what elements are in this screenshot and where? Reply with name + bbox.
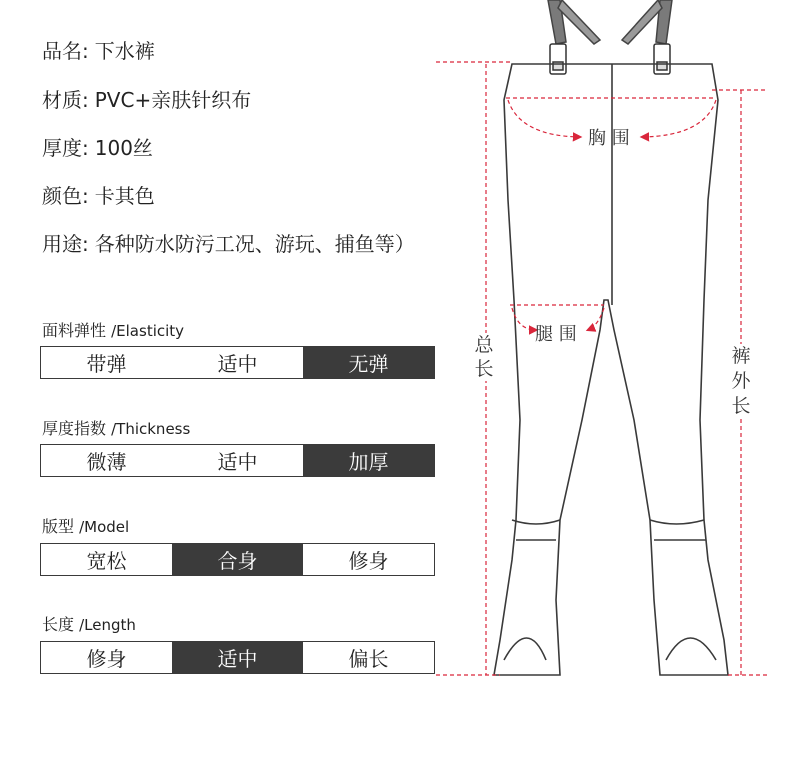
elasticity-option-1[interactable]: 适中 bbox=[217, 352, 258, 376]
spec-material: 材质: PVC+亲肤针织布 bbox=[42, 88, 252, 112]
spec-color-value: 卡其色 bbox=[94, 184, 155, 208]
spec-usage-value: 各种防水防污工况、游玩、捕鱼等） bbox=[94, 232, 415, 256]
spec-thickness: 厚度: 100丝 bbox=[42, 136, 153, 160]
spec-name: 品名: 下水裤 bbox=[42, 39, 155, 63]
outer-length-label: 裤外长 bbox=[729, 344, 753, 419]
suspender-straps bbox=[548, 0, 672, 44]
chest-label: 胸 围 bbox=[588, 128, 630, 149]
spec-usage: 用途: 各种防水防污工况、游玩、捕鱼等） bbox=[42, 232, 415, 256]
attr-title-text: 面料弹性 bbox=[42, 321, 107, 340]
elasticity-option-0[interactable]: 带弹 bbox=[86, 352, 127, 376]
spec-material-label: 材质 bbox=[42, 88, 82, 112]
model-option-1[interactable]: 合身 bbox=[172, 544, 303, 575]
attr-title-en: /Model bbox=[79, 518, 130, 536]
spec-thickness-value: 100丝 bbox=[94, 136, 153, 160]
spec-name-label: 品名 bbox=[42, 39, 82, 63]
length-option-2[interactable]: 偏长 bbox=[348, 647, 389, 671]
thickness-option-0[interactable]: 微薄 bbox=[86, 450, 127, 474]
attr-title-en: /Elasticity bbox=[111, 322, 185, 340]
thickness-option-1[interactable]: 适中 bbox=[217, 450, 258, 474]
attr-title-text: 厚度指数 bbox=[42, 419, 107, 438]
spec-usage-label: 用途 bbox=[42, 232, 82, 256]
attr-title-text: 长度 bbox=[42, 615, 75, 634]
buckles bbox=[550, 44, 670, 74]
length-option-0[interactable]: 修身 bbox=[86, 647, 127, 671]
model-option-0[interactable]: 宽松 bbox=[86, 549, 127, 573]
attr-title-text: 版型 bbox=[42, 517, 75, 536]
spec-material-value: PVC+亲肤针织布 bbox=[94, 88, 252, 112]
thigh-label: 腿 围 bbox=[535, 324, 577, 345]
spec-thickness-label: 厚度 bbox=[42, 136, 82, 160]
wader-outline bbox=[494, 64, 728, 675]
spec-color: 颜色: 卡其色 bbox=[42, 184, 155, 208]
spec-color-label: 颜色 bbox=[42, 184, 82, 208]
attr-title-en: /Thickness bbox=[111, 420, 191, 438]
total-length-label: 总长 bbox=[472, 333, 496, 381]
length-option-1[interactable]: 适中 bbox=[172, 642, 303, 673]
thickness-option-2[interactable]: 加厚 bbox=[303, 445, 434, 476]
spec-name-value: 下水裤 bbox=[94, 39, 155, 63]
model-option-2[interactable]: 修身 bbox=[348, 549, 389, 573]
attr-title-en: /Length bbox=[79, 616, 136, 634]
elasticity-option-2[interactable]: 无弹 bbox=[303, 347, 434, 378]
